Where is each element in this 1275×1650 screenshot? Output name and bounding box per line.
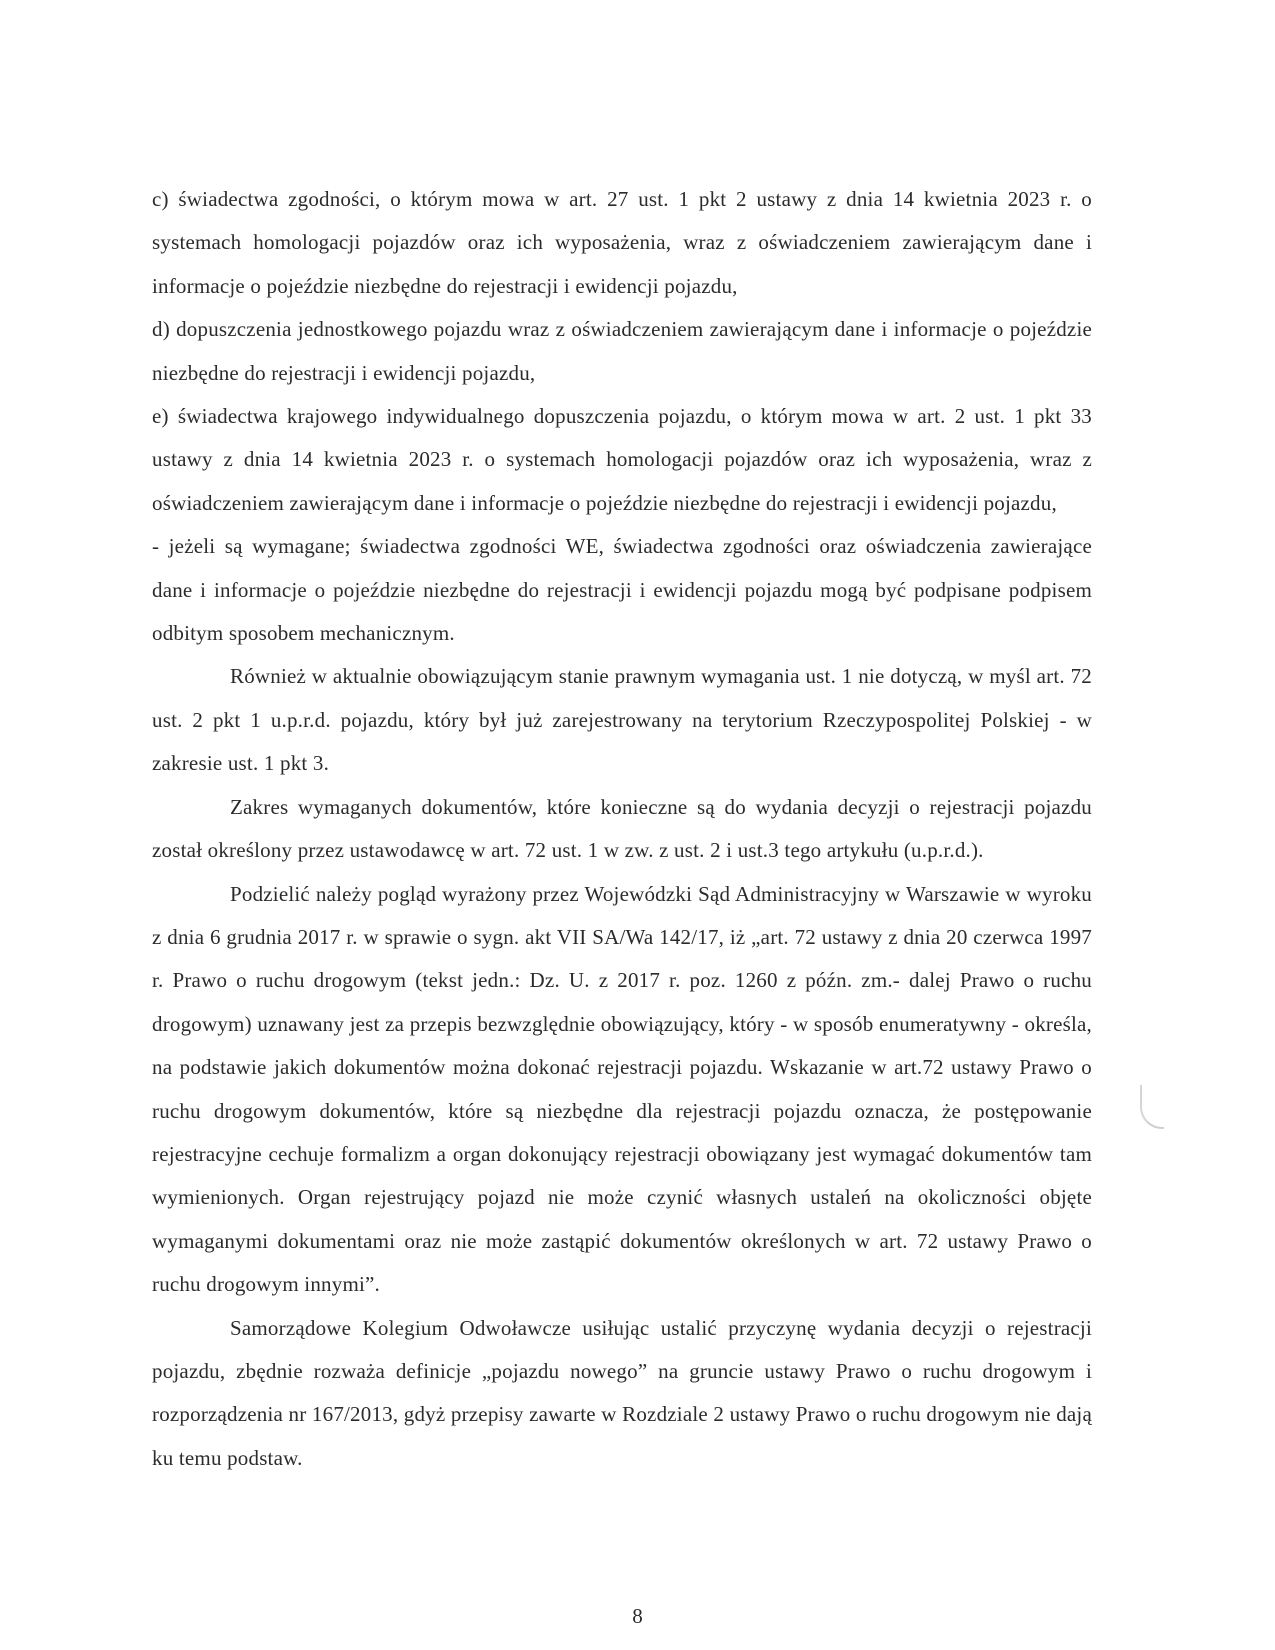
paragraph-zakres: Zakres wymaganych dokumentów, które konieczne są do wydania decyzji o rejestracji pojazdu został określony przez ustawodawcę w art. 72 ust. 1 w zw. z ust. 2 i ust.3 tego artykułu (u.p.r.d.). [152,794,1092,863]
document-body [152,178,1092,1480]
list-closing-clause: - jeżeli są wymagane; świadectwa zgodności WE, świadectwa zgodności oraz oświadczenia zawierające dane i informacje o pojeździe niezbędne do rejestracji i ewidencji pojazdu mogą być podpisane podpisem odbitym sposobem mechanicznym. [152,534,1092,646]
list-item-c: c) świadectwa zgodności, o którym mowa w art. 27 ust. 1 pkt 2 ustawy z dnia 14 kwietnia 2023 r. o systemach homologacji pojazdów oraz ich wyposażenia, wraz z oświadczeniem zawierającym dane i informacje o pojeździe niezbędne do rejestracji i ewidencji pojazdu, [152,187,1092,298]
paragraph-sko: Samorządowe Kolegium Odwoławcze usiłując ustalić przyczynę wydania decyzji o rejestracji pojazdu, zbędnie rozważa definicje „pojazdu nowego” na gruncie ustawy Prawo o ruchu drogowym i rozporządzenia nr 167/2013, gdyż przepisy zawarte w Rozdziale 2 ustawy Prawo o ruchu drogowym nie dają ku temu podstaw. [152,1315,1092,1470]
paragraph-court-citation: Podzielić należy pogląd wyrażony przez Wojewódzki Sąd Administracyjny w Warszawie w wyroku z dnia 6 grudnia 2017 r. w sprawie o sygn. akt VII SA/Wa 142/17, iż „art. 72 ustawy z dnia 20 czerwca 1997 r. Prawo o ruchu drogowym (tekst jedn.: Dz. U. z 2017 r. poz. 1260 z późn. zm.- dalej Prawo o ruchu drogowym) uznawany jest za przepis bezwzględnie obowiązujący, który - w sposób enumeratywny - określa, na podstawie jakich dokumentów można dokonać rejestracji pojazdu. Wskazanie w art.72 ustawy Prawo o ruchu drogowym dokumentów, które są niezbędne dla rejestracji pojazdu oznacza, że postępowanie rejestracyjne cechuje formalizm a organ dokonujący rejestracji obowiązany jest wymagać dokumentów tam wymienionych. Organ rejestrujący pojazd nie może czynić własnych ustaleń na okoliczności objęte wymaganymi dokumentami oraz nie może zastąpić dokumentów określonych w art. 72 ustawy Prawo o ruchu drogowym innymi”. [152,881,1092,1297]
paragraph-rowniez: Również w aktualnie obowiązującym stanie prawnym wymagania ust. 1 nie dotyczą, w myśl art. 72 ust. 2 pkt 1 u.p.r.d. pojazdu, który był już zarejestrowany na terytorium Rzeczypospolitej Polskiej - w zakresie ust. 1 pkt 3. [152,664,1092,776]
list-item-e: e) świadectwa krajowego indywidualnego dopuszczenia pojazdu, o którym mowa w art. 2 ust. 1 pkt 33 ustawy z dnia 14 kwietnia 2023 r. o systemach homologacji pojazdów oraz ich wyposażenia, wraz z oświadczeniem zawierającym dane i informacje o pojeździe niezbędne do rejestracji i ewidencji pojazdu, [152,404,1092,515]
scan-artifact [1140,1085,1164,1129]
list-item-d: d) dopuszczenia jednostkowego pojazdu wraz z oświadczeniem zawierającym dane i informacje o pojeździe niezbędne do rejestracji i ewidencji pojazdu, [152,317,1092,385]
page-number: 8 [632,1604,643,1628]
